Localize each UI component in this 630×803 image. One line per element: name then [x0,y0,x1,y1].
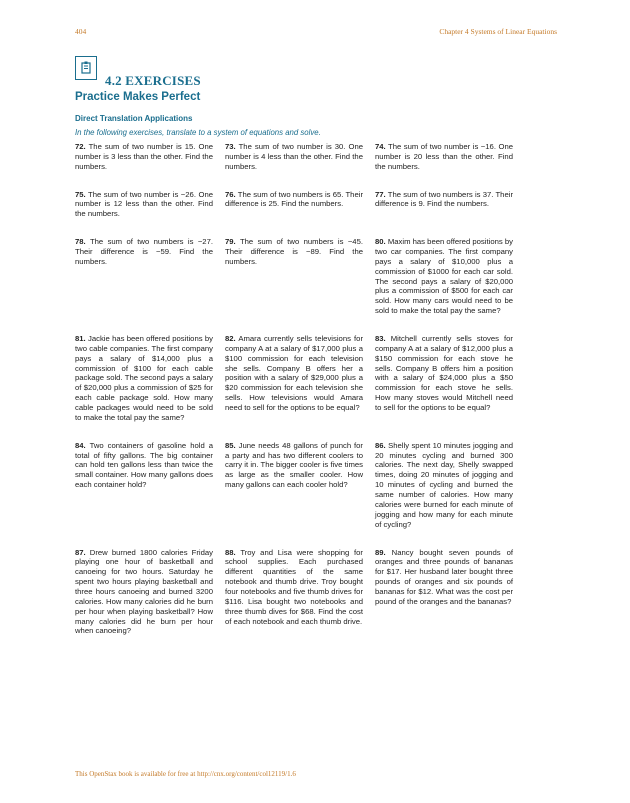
exercise-text: Nancy bought seven pounds of oranges and three pounds of bananas for $17. Her husband later bought three pounds of oranges and six pounds of bananas for $12. What was the cost per pound of the oranges and the bananas? [375,547,514,606]
exercise-number: 82. [225,334,236,344]
exercise-text: The sum of two number is −26. One number is 12 less than the other. Find the numbers. [75,189,213,219]
exercise-number: 73. [225,142,236,151]
exercise-number: 72. [75,142,86,151]
exercise-text: Drew burned 1800 calories Friday playing one hour of basketball and canoeing for two hours. Saturday he spent two hours playing basketball and three hours canoeing and burned 3200 calories. How many calories did he burn per hour when playing basketball? How many calories did he burn per hour when canoeing? [75,547,214,636]
exercise-text: The sum of two number is 15. One number is 3 less than the other. Find the numbers. [75,142,213,171]
section-title: 4.2 EXERCISES [105,73,201,88]
exercise-text: The sum of two number is −16. One number is 20 less than the other. Find the numbers. [375,142,513,171]
exercise-row [75,548,513,637]
exercise-text: Amara currently sells televisions for company A at a salary of $17,000 plus a $100 commission for each television she sells. Company B offers her a position with a salary of $29,000 plus a $20 commission for each television she sells. How televisions would Amara need to sell for the options to be equal? [225,334,363,413]
exercise-number: 79. [225,237,236,247]
exercise-75 [75,190,213,220]
exercise-number: 88. [225,547,236,557]
exercise-grid [75,142,513,654]
exercise-number: 77. [375,189,386,199]
exercise-number: 83. [375,334,386,344]
exercise-number: 81. [75,334,86,344]
exercise-text: The sum of two numbers is −27. Their difference is −59. Find the numbers. [75,237,213,266]
exercise-number: 89. [375,547,386,557]
section-subtitle: Practice Makes Perfect [75,91,201,103]
subsection-heading: Direct Translation Applications [75,114,193,123]
exercise-text: Troy and Lisa were shopping for school supplies. Each purchased different quantities of the same notebook and thumb drive. Troy bought four notebooks and five thumb drives for $116. Lisa bought two notebooks and three thumb dives for $68. Find the cost of each notebook and each thumb drive. [225,547,363,626]
exercise-text: Shelly spent 10 minutes jogging and 20 minutes cycling and burned 300 calories. The next day, Shelly swapped times, doing 20 minutes of jogging and 10 minutes of cycling and burned the same number of calories. How many calories were burned for each minute of jogging and how many for each minute of cycling? [375,440,514,529]
exercise-72 [75,142,213,172]
exercise-83 [375,334,513,423]
exercise-78 [75,237,213,316]
exercise-instructions: In the following exercises, translate to a system of equations and solve. [75,128,321,137]
exercise-85 [225,441,363,530]
exercise-text: Maxim has been offered positions by two car companies. The first company pays a salary of $10,000 plus a commission of $1000 for each car sold. The second pays a salary of $20,000 plus a commission of $500 for each car sold. How many cars would need to be sold to make the total pay the same? [375,237,513,316]
exercise-80 [375,237,513,316]
exercise-82 [225,334,363,423]
exercise-text: Mitchell currently sells stoves for company A at a salary of $12,000 plus a $150 commission for each stove he sells. Company B offers him a position with a salary of $24,000 plus a $50 commission for each stove he sells. How many stoves would Mitchell need to sell for the options to be equal? [375,334,513,413]
exercise-row [75,441,513,530]
exercise-text: The sum of two number is 30. One number is 4 less than the other. Find the numbers. [225,142,363,171]
exercise-87 [75,548,213,637]
chapter-title: Chapter 4 Systems of Linear Equations [439,27,557,36]
exercise-row [75,190,513,220]
exercise-89 [375,548,513,637]
exercise-row [75,237,513,316]
exercise-text: The sum of two numbers is 37. Their difference is 9. Find the numbers. [375,189,514,209]
exercise-77 [375,190,513,220]
exercise-number: 75. [75,189,86,199]
exercise-number: 85. [225,440,236,450]
exercise-76 [225,190,363,220]
exercise-number: 84. [75,440,86,450]
exercise-number: 74. [375,142,386,151]
exercise-number: 80. [375,237,386,247]
exercise-text: The sum of two numbers is 65. Their difference is 25. Find the numbers. [225,189,364,209]
exercise-row [75,334,513,423]
exercise-86 [375,441,513,530]
page-number: 404 [75,27,87,36]
exercise-number: 76. [225,189,236,199]
exercise-text: Two containers of gasoline hold a total of fifty gallons. The big container can hold ten gallons less than twice the small container. How many gallons does each container hold? [75,440,214,490]
exercise-number: 86. [375,440,386,450]
exercise-88 [225,548,363,637]
exercise-number: 78. [75,237,86,247]
pencil-note-icon [75,56,97,80]
exercise-text: The sum of two numbers is −45. Their difference is −89. Find the numbers. [225,237,363,266]
exercise-number: 87. [75,547,86,557]
exercise-84 [75,441,213,530]
exercise-79 [225,237,363,316]
exercise-text: Jackie has been offered positions by two cable companies. The first company pays a salary of $14,000 plus a commission of $100 for each cable package sold. The second pays a salary of $20,000 plus a commission of $25 for each cable package sold. How many cable packages would need to be sold to make the total pay the same? [75,334,213,422]
exercise-row [75,142,513,172]
exercise-73 [225,142,363,172]
exercise-74 [375,142,513,172]
footer-notice: This OpenStax book is available for free at http://cnx.org/content/col12119/1.6 [75,770,296,778]
exercise-text: June needs 48 gallons of punch for a party and has two different coolers to carry it in. The bigger cooler is five times as large as the smaller cooler. How many gallons can each cooler hold? [225,440,363,490]
exercise-81 [75,334,213,423]
